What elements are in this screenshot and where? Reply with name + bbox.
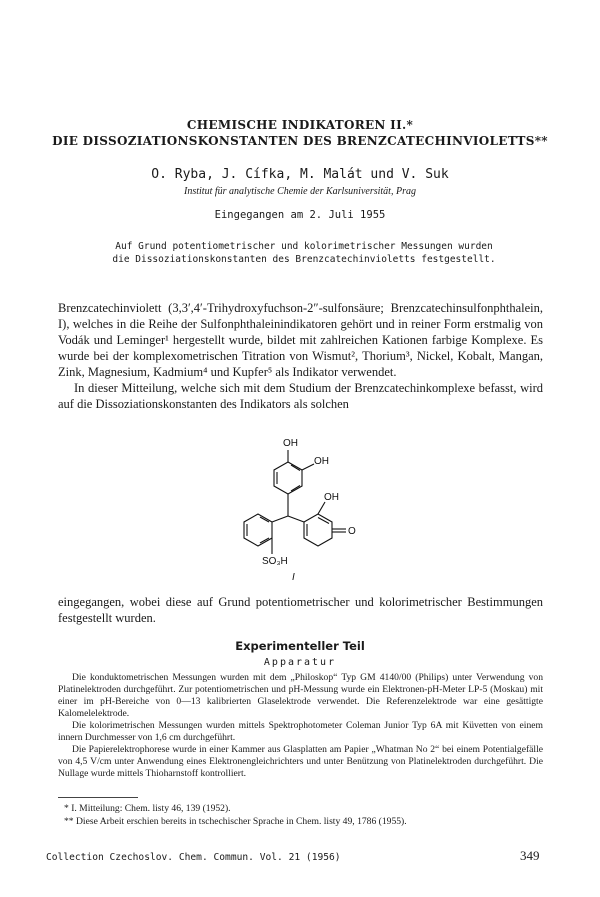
abstract-line-1: Auf Grund potentiometrischer und kolorimetrischer Messungen wurden	[115, 241, 493, 252]
formula-oh-right: OH	[314, 456, 329, 467]
abstract	[104, 240, 504, 266]
journal-citation: Collection Czechoslov. Chem. Commun. Vol. 21 (1956)	[46, 852, 341, 863]
formula-oh-ring2: OH	[324, 492, 339, 503]
experimental-paragraph-3: Die Papierelektrophorese wurde in einer Kammer aus Glasplatten am Papier „Whatman No 2“ bei einem Potentialgefälle von 4,5 V/cm unter Anwendung eines Elektronengleichrichters und unter Benützung von Platinelektroden durchgeführt. Die Nullage wurde mittels Thioharnstoff kontrolliert.	[58, 744, 543, 779]
body-paragraph-1: Brenzcatechinviolett (3,3′,4′-Trihydroxyfuchson-2″-sulfonsäure; Brenzcatechinsulfonphthalein, I), welches in die Reihe der Sulfonphthaleinindikatoren gehört und in reiner Form erstmalig von Vodák und Leminger¹ hergestellt wurde, bildet mit zahlreichen Kationen farbige Komplexe. Es wurde bei der komplexometrischen Titration von Wismut², Thorium³, Nickel, Kobalt, Mangan, Zink, Magnesium, Kadmium⁴ und Kupfer⁵ als Indikator verwendet.	[58, 301, 543, 379]
title-line-2: DIE DISSOZIATIONSKONSTANTEN DES BRENZCATECHINVIOLETTS**	[52, 134, 548, 148]
footnotes	[58, 802, 543, 828]
body-paragraph-3: eingegangen, wobei diese auf Grund potentiometrischer und kolorimetrischer Bestimmungen festgestellt wurden.	[58, 595, 543, 625]
authors: O. Ryba, J. Cífka, M. Malát und V. Suk	[151, 167, 449, 182]
footnote-rule	[58, 797, 138, 798]
body-text	[58, 300, 543, 412]
structural-formula	[228, 428, 388, 588]
formula-label: I	[292, 572, 295, 583]
formula-carbonyl-o: O	[348, 526, 356, 537]
title-line-1: CHEMISCHE INDIKATOREN II.*	[186, 118, 414, 132]
page-number: 349	[520, 848, 540, 863]
formula-oh-top: OH	[283, 438, 298, 449]
section-heading: Experimenteller Teil	[235, 639, 365, 653]
institute: Institut für analytische Chemie der Karlsuniversität, Prag	[184, 186, 416, 197]
body-text-continued	[58, 594, 543, 626]
body-paragraph-2: In dieser Mitteilung, welche sich mit dem Studium der Brenzcatechinkomplexe befasst, wird auf die Dissoziationskonstanten des Indikators als solchen	[58, 381, 543, 411]
formula-so3h: SO₃H	[262, 556, 288, 567]
subsection-heading: Apparatur	[263, 657, 337, 668]
footnote-2: ** Diese Arbeit erschien bereits in tschechischer Sprache in Chem. listy 49, 1786 (1955).	[64, 816, 407, 827]
received-date: Eingegangen am 2. Juli 1955	[214, 209, 386, 221]
footnote-1: * I. Mitteilung: Chem. listy 46, 139 (1952).	[64, 803, 231, 814]
abstract-line-2: die Dissoziationskonstanten des Brenzcatechinvioletts festgestellt.	[112, 254, 496, 265]
experimental-paragraph-1: Die konduktometrischen Messungen wurden mit dem „Philoskop“ Typ GM 4140/00 (Philips) unter Verwendung von Platinelektroden durchgeführt. Zur potentiometrischen und pH-Messung wurde ein Elektronen-pH-Meter LP-5 (Moskau) mit einer im pH-Bereiche von 0—13 kalibrierten Glaselektrode verwendet. Die Referenzelektrode war eine gesättigte Kalomelelektrode.	[58, 672, 543, 719]
experimental-paragraph-2: Die kolorimetrischen Messungen wurden mittels Spektrophotometer Coleman Junior Typ 6A mit Küvetten von einem innern Durchmesser von 1,6 cm durchgeführt.	[58, 720, 543, 743]
experimental-text	[58, 672, 543, 780]
